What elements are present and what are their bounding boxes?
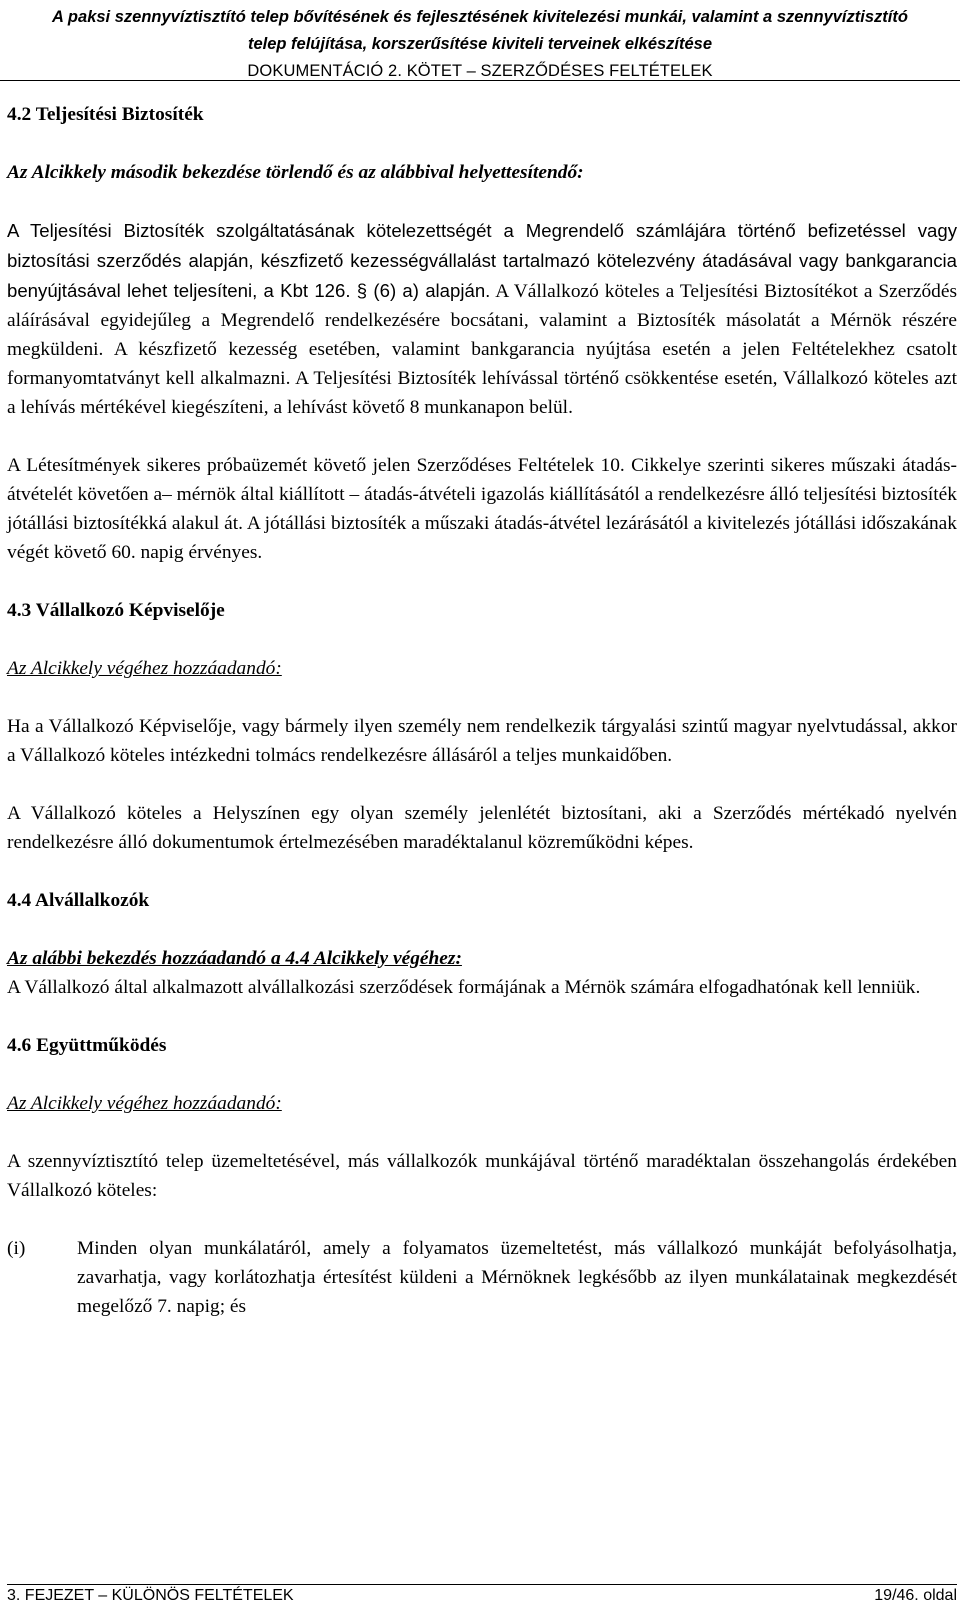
section-4-3-title: 4.3 Vállalkozó Képviselője bbox=[7, 600, 225, 621]
header-divider bbox=[0, 80, 960, 81]
section-4-3-paragraph-2: A Vállalkozó köteles a Helyszínen egy olyan személy jelenlétét biztosítani, aki a Szerződés mértékadó nyelvén rendelkezésre álló dokumentumok értelmezésében maradéktalanul közreműködni képes. bbox=[7, 803, 957, 853]
section-4-4-instruction: Az alábbi bekezdés hozzáadandó a 4.4 Alcikkely végéhez: bbox=[7, 948, 462, 969]
footer-chapter: 3. FEJEZET – KÜLÖNÖS FELTÉTELEK bbox=[7, 1587, 294, 1604]
section-4-3-paragraph-1: Ha a Vállalkozó Képviselője, vagy bármely ilyen személy nem rendelkezik tárgyalási szintű magyar nyelvtudással, akkor a Vállalkozó köteles intézkedni tolmács rendelkezésre állásáról a teljes munkaidőben. bbox=[7, 716, 957, 766]
section-4-4-title: 4.4 Alvállalkozók bbox=[7, 890, 150, 911]
section-4-2-title: 4.2 Teljesítési Biztosíték bbox=[7, 104, 204, 125]
section-4-2-paragraph-1 bbox=[7, 216, 957, 422]
footer-page-number: 19/46. oldal bbox=[874, 1587, 957, 1604]
list-item-marker: (i) bbox=[7, 1238, 26, 1259]
header-title-line-2: telep felújítása, korszerűsítése kiviteli terveinek elkészítése bbox=[247, 35, 713, 53]
section-4-6-instruction: Az Alcikkely végéhez hozzáadandó: bbox=[7, 1093, 282, 1114]
section-4-2-paragraph-1-serif: A Vállalkozó köteles a Teljesítési Biztosítékot a Szerződés aláírásával egyidejűleg a Megrendelő rendelkezésére bocsátani, valamint a Biztosíték másolatát a Mérnök részére megküldeni. A készfizető kezesség esetében, valamint bankgarancia nyújtása esetén a jelen Feltételekhez csatolt formanyomtatványt kell alkalmazni. A Teljesítési Biztosíték lehívással történő csökkentése esetén, Vállalkozó köteles azt a lehívás mértékével kiegészíteni, a lehívást követő 8 munkanapon belül. bbox=[7, 281, 958, 418]
page-footer bbox=[7, 1584, 957, 1606]
header-title-line-1: A paksi szennyvíztisztító telep bővítésének és fejlesztésének kivitelezési munkái, valamint a szennyvíztisztító bbox=[52, 8, 908, 26]
section-4-6-paragraph-1: A szennyvíztisztító telep üzemeltetésével, más vállalkozók munkájával történő maradéktalan összehangolás érdekében Vállalkozó köteles: bbox=[7, 1151, 957, 1201]
list-item-text: Minden olyan munkálatáról, amely a folyamatos üzemeltetést, más vállalkozó munkáját befolyásolhatja, zavarhatja, vagy korlátozhatja értesítést küldeni a Mérnöknek legkésőbb az ilyen munkálatainak megkezdését megelőző 7. napig; és bbox=[77, 1238, 957, 1317]
section-4-3-instruction: Az Alcikkely végéhez hozzáadandó: bbox=[7, 658, 282, 679]
list-item bbox=[7, 1234, 957, 1321]
section-4-2-paragraph-1-sans: A Teljesítési Biztosíték szolgáltatásának kötelezettségét a Megrendelő számlájára történő befizetéssel vagy biztosítási szerződés alapján, készfizető kezességvállalást tartalmazó kötelezvény átadásával vagy bankgarancia benyújtásával lehet teljesíteni, a Kbt 126. § (6) a) alapján. bbox=[7, 220, 957, 301]
document-body bbox=[7, 98, 957, 1321]
page-header bbox=[0, 4, 960, 85]
section-4-2-paragraph-2: A Létesítmények sikeres próbaüzemét követő jelen Szerződéses Feltételek 10. Cikkelye szerinti sikeres műszaki átadás-átvételét követően a– mérnök által kiállított – átadás-átvételi igazolás kiállításától a rendelkezésre álló teljesítési biztosíték jótállási biztosítékká alakul át. A jótállási biztosíték a műszaki átadás-átvétel lezárásától a kivitelezés jótállási időszakának végét követő 60. napig érvényes. bbox=[7, 455, 957, 563]
section-4-6-title: 4.6 Együttműködés bbox=[7, 1035, 167, 1056]
header-document-volume: DOKUMENTÁCIÓ 2. KÖTET – SZERZŐDÉSES FELTÉTELEK bbox=[247, 62, 713, 80]
section-4-2-instruction: Az Alcikkely második bekezdése törlendő és az alábbival helyettesítendő: bbox=[7, 162, 584, 183]
section-4-4-paragraph-1: A Vállalkozó által alkalmazott alvállalkozási szerződések formájának a Mérnök számára elfogadhatónak kell lenniük. bbox=[7, 977, 921, 998]
